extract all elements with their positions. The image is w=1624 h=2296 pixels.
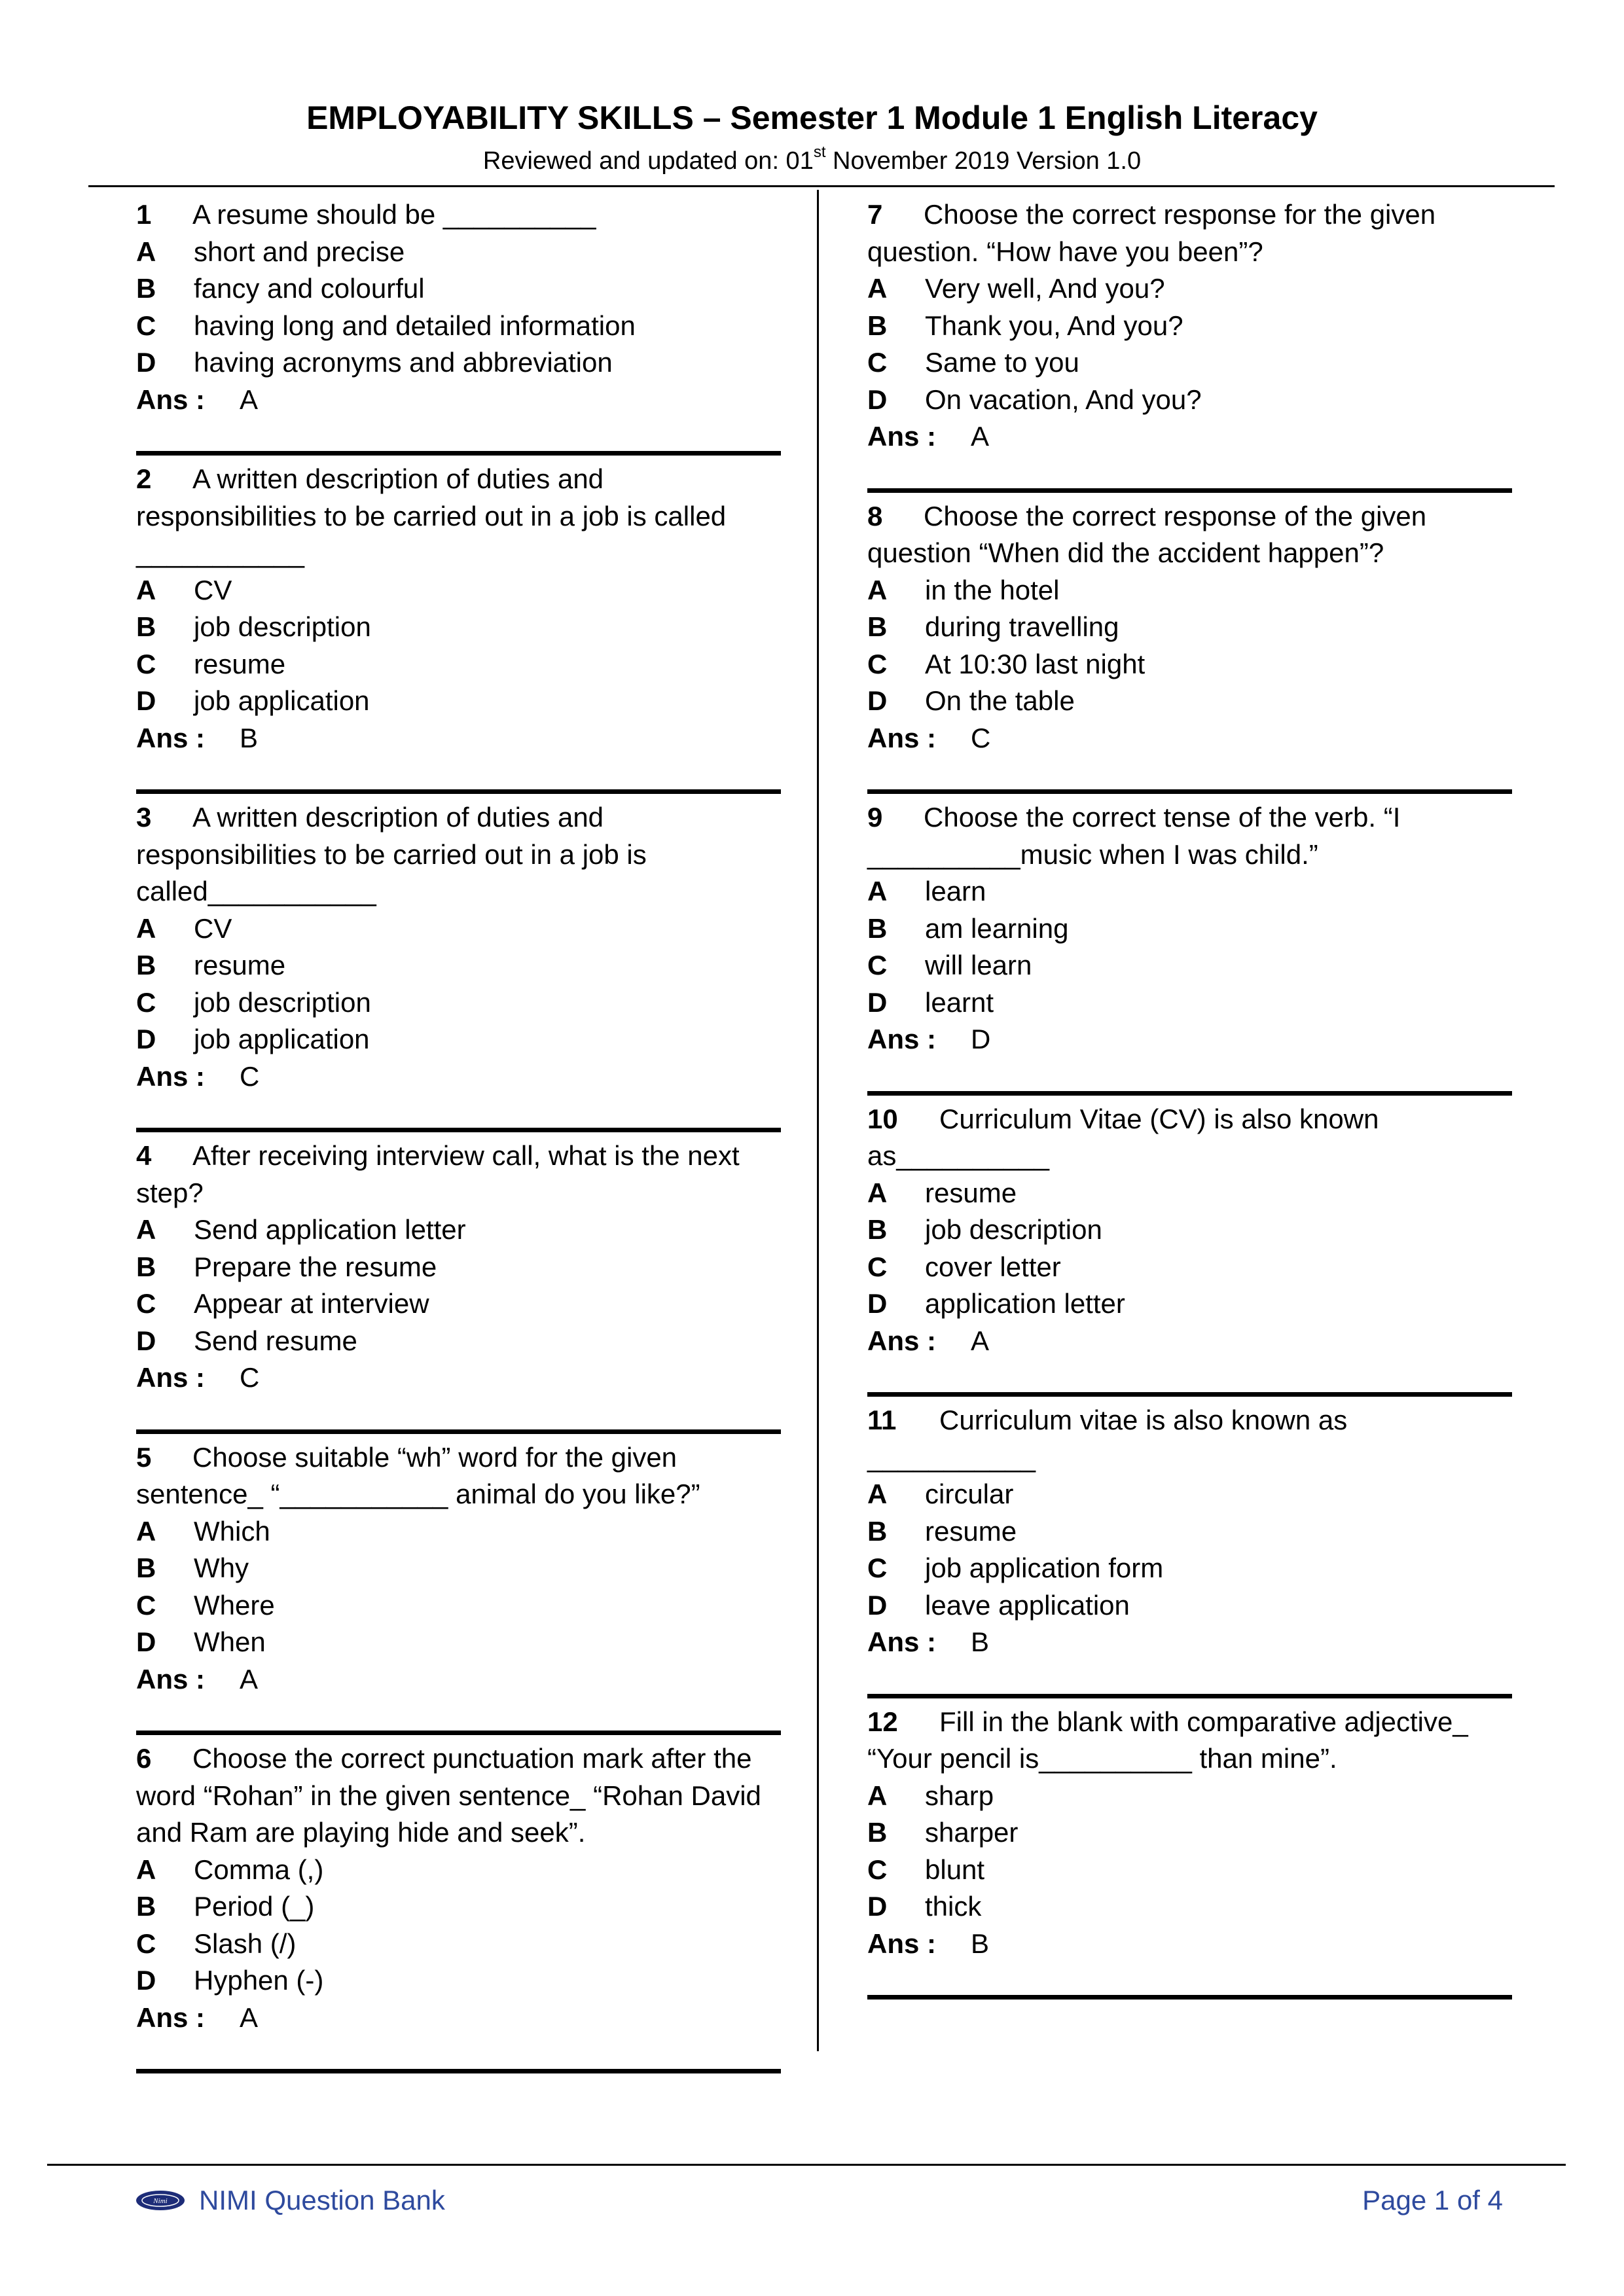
option-text: leave application (925, 1589, 1130, 1621)
question-text: and Ram are playing hide and seek”. (136, 1817, 586, 1848)
option-text: When (194, 1626, 266, 1657)
option-row (136, 1852, 781, 1889)
question-line-continued (136, 1814, 781, 1852)
option-row (867, 683, 1512, 720)
question-separator (136, 1731, 781, 1735)
question-number: 1 (136, 199, 152, 230)
question-line (136, 1138, 781, 1175)
option-letter: D (136, 1965, 156, 1996)
option-row (867, 609, 1512, 646)
option-text: am learning (925, 912, 1069, 944)
option-letter: A (867, 1177, 888, 1208)
question-separator (136, 2069, 781, 2073)
option-row (867, 1587, 1512, 1624)
question-line (867, 196, 1512, 234)
question-text: A written description of duties and (192, 802, 604, 833)
option-letter: B (136, 611, 156, 642)
answer-label: Ans : (867, 722, 936, 753)
option-row (867, 1814, 1512, 1852)
question-separator (136, 451, 781, 456)
option-letter: B (136, 1891, 156, 1922)
question-line-continued (136, 535, 781, 572)
answer-label: Ans : (136, 2001, 205, 2033)
question-text: ___________ (136, 537, 304, 568)
option-text: job description (194, 986, 371, 1018)
option-row (136, 344, 781, 382)
question-line-continued (867, 836, 1512, 874)
question-text: question. “How have you been”? (867, 236, 1263, 267)
option-text: Comma (,) (194, 1854, 324, 1885)
option-row (867, 1211, 1512, 1249)
answer-row (867, 720, 1512, 757)
answer-row (867, 418, 1512, 456)
option-text: job application (194, 1024, 370, 1054)
option-text: job description (194, 611, 371, 642)
question-text: question “When did the accident happen”? (867, 537, 1384, 568)
option-text: Send application letter (194, 1214, 466, 1245)
option-row (867, 1888, 1512, 1926)
option-letter: D (867, 685, 888, 716)
question-line-continued (136, 1778, 781, 1815)
option-letter: B (867, 912, 888, 944)
answer-value: A (240, 2001, 259, 2033)
option-text: Prepare the resume (194, 1251, 437, 1282)
option-text: Which (194, 1515, 270, 1547)
answer-row (136, 1661, 781, 1698)
question-separator (136, 1429, 781, 1434)
option-row (867, 1550, 1512, 1587)
question-separator (867, 488, 1512, 493)
column-divider (817, 190, 819, 2051)
option-text: Very well, And you? (925, 273, 1165, 304)
answer-value: B (971, 1626, 990, 1657)
option-text: circular (925, 1479, 1014, 1509)
answer-value: C (971, 722, 991, 753)
left-question-column (136, 196, 781, 2079)
question-separator (867, 1694, 1512, 1698)
question-text: Choose the correct response of the given (924, 500, 1427, 531)
question-line-continued (867, 535, 1512, 572)
question-separator (136, 1128, 781, 1132)
option-row (136, 1323, 781, 1360)
option-row (136, 984, 781, 1022)
footer-brand-label: NIMI Question Bank (199, 2185, 445, 2215)
answer-value: C (240, 1362, 260, 1393)
question-block (867, 196, 1512, 493)
question-text: Curriculum vitae is also known as (939, 1405, 1348, 1435)
answer-label: Ans : (136, 384, 205, 415)
answer-row (136, 2000, 781, 2037)
option-text: resume (925, 1515, 1017, 1547)
question-text: A written description of duties and (192, 463, 604, 494)
option-text: in the hotel (925, 574, 1060, 605)
option-letter: B (136, 1552, 156, 1583)
question-line (867, 1402, 1512, 1439)
question-block (867, 1704, 1512, 2000)
option-row (867, 572, 1512, 609)
question-text: sentence_ “___________ animal do you like?” (136, 1479, 700, 1509)
question-text: responsibilities to be carried out in a job is called (136, 500, 727, 531)
question-block (136, 799, 781, 1132)
question-number: 6 (136, 1743, 152, 1774)
option-row (136, 270, 781, 308)
option-row (867, 1778, 1512, 1815)
option-text: job application form (925, 1552, 1164, 1583)
question-line-continued (136, 1476, 781, 1513)
question-number: 11 (867, 1405, 897, 1435)
answer-row (867, 1323, 1512, 1360)
question-text: Curriculum Vitae (CV) is also known (939, 1103, 1379, 1134)
option-text: Same to you (925, 347, 1079, 378)
question-number: 2 (136, 463, 152, 494)
question-number: 12 (867, 1706, 898, 1737)
option-text: Hyphen (-) (194, 1965, 324, 1996)
option-letter: C (867, 950, 888, 980)
question-number: 5 (136, 1441, 152, 1473)
answer-value: A (971, 421, 990, 452)
option-row (136, 1021, 781, 1058)
option-text: during travelling (925, 611, 1119, 642)
question-separator (136, 789, 781, 794)
answer-label: Ans : (136, 1362, 205, 1393)
option-row (136, 683, 781, 720)
option-letter: A (867, 1780, 888, 1811)
question-text: Choose the correct punctuation mark after the (192, 1743, 752, 1774)
option-text: Where (194, 1589, 275, 1621)
revision-info (0, 145, 1624, 177)
footer-brand (136, 2181, 445, 2220)
option-row (867, 270, 1512, 308)
option-row (136, 1962, 781, 2000)
nimi-logo-icon (136, 2191, 185, 2210)
answer-row (136, 1359, 781, 1397)
option-text: job application (194, 685, 370, 716)
option-row (867, 308, 1512, 345)
answer-label: Ans : (867, 1928, 936, 1959)
question-block (867, 799, 1512, 1096)
question-separator (867, 789, 1512, 794)
option-row (136, 646, 781, 683)
option-text: will learn (925, 950, 1032, 980)
question-line-continued (867, 1439, 1512, 1477)
option-text: Why (194, 1552, 249, 1583)
option-text: resume (194, 950, 286, 980)
question-line (136, 1740, 781, 1778)
answer-label: Ans : (867, 1325, 936, 1356)
right-question-column (867, 196, 1512, 2005)
option-row (867, 947, 1512, 984)
option-row (136, 910, 781, 948)
option-letter: C (136, 1288, 156, 1319)
question-number: 3 (136, 802, 152, 833)
option-text: fancy and colourful (194, 273, 425, 304)
option-letter: A (136, 574, 156, 605)
option-text: CV (194, 912, 232, 944)
question-line (867, 498, 1512, 535)
option-letter: C (136, 648, 156, 679)
question-line-continued (136, 498, 781, 535)
question-block (136, 1439, 781, 1736)
question-text: step? (136, 1177, 204, 1208)
option-row (136, 1926, 781, 1963)
question-line-continued (867, 1138, 1512, 1175)
question-line (867, 799, 1512, 836)
option-row (867, 1285, 1512, 1323)
option-text: application letter (925, 1288, 1125, 1319)
answer-label: Ans : (136, 722, 205, 753)
answer-label: Ans : (136, 1663, 205, 1695)
option-text: CV (194, 574, 232, 605)
question-block (136, 1138, 781, 1434)
question-text: “Your pencil is__________ than mine”. (867, 1743, 1337, 1774)
answer-label: Ans : (867, 1626, 936, 1657)
question-block (136, 1740, 781, 2073)
option-text: blunt (925, 1854, 985, 1885)
option-row (867, 646, 1512, 683)
option-row (867, 1476, 1512, 1513)
option-letter: A (867, 273, 888, 304)
answer-row (136, 720, 781, 757)
option-letter: B (136, 950, 156, 980)
answer-value: C (240, 1060, 260, 1092)
question-text: ___________ (867, 1441, 1036, 1473)
option-letter: D (867, 1891, 888, 1922)
answer-row (136, 1058, 781, 1096)
option-letter: D (136, 1024, 156, 1054)
option-row (867, 1249, 1512, 1286)
option-row (136, 609, 781, 646)
option-text: job description (925, 1214, 1102, 1245)
option-row (867, 1852, 1512, 1889)
option-text: On the table (925, 685, 1075, 716)
option-text: Slash (/) (194, 1928, 297, 1959)
option-row (136, 1513, 781, 1551)
option-text: learn (925, 876, 986, 906)
option-row (136, 308, 781, 345)
option-row (136, 1285, 781, 1323)
option-letter: C (867, 347, 888, 378)
option-letter: D (867, 384, 888, 415)
revision-text: Reviewed and updated on: 01 (482, 147, 814, 175)
option-letter: B (867, 1214, 888, 1245)
question-number: 7 (867, 199, 883, 230)
option-letter: B (867, 611, 888, 642)
question-block (867, 498, 1512, 795)
option-letter: A (867, 876, 888, 906)
header-divider (88, 185, 1555, 187)
question-line-continued (867, 234, 1512, 271)
option-letter: D (136, 685, 156, 716)
question-text: __________music when I was child.” (867, 838, 1318, 870)
option-letter: C (867, 1251, 888, 1282)
question-line (867, 1704, 1512, 1741)
question-separator (867, 1392, 1512, 1397)
option-row (867, 873, 1512, 910)
question-text: A resume should be __________ (192, 199, 596, 230)
question-number: 9 (867, 802, 883, 833)
option-letter: D (867, 1288, 888, 1319)
option-letter: B (867, 1817, 888, 1848)
answer-value: A (240, 384, 259, 415)
option-row (136, 947, 781, 984)
question-line (136, 1439, 781, 1477)
question-separator (867, 1091, 1512, 1096)
option-letter: A (136, 1854, 156, 1885)
revision-ordinal: st (813, 143, 826, 162)
option-text: sharper (925, 1817, 1019, 1848)
option-letter: B (867, 1515, 888, 1547)
option-text: At 10:30 last night (925, 648, 1146, 679)
answer-row (136, 382, 781, 419)
question-line-continued (867, 1740, 1512, 1778)
option-text: cover letter (925, 1251, 1061, 1282)
question-line (136, 461, 781, 498)
answer-label: Ans : (867, 1024, 936, 1054)
question-block (867, 1402, 1512, 1698)
answer-value: B (971, 1928, 990, 1959)
option-row (136, 1888, 781, 1926)
question-block (136, 461, 781, 794)
option-row (136, 1211, 781, 1249)
option-text: resume (925, 1177, 1017, 1208)
option-text: short and precise (194, 236, 405, 267)
option-letter: A (867, 1479, 888, 1509)
question-text: Fill in the blank with comparative adjective_ (939, 1706, 1468, 1737)
option-letter: C (136, 310, 156, 341)
answer-row (867, 1021, 1512, 1058)
question-line (136, 799, 781, 836)
question-text: Choose the correct tense of the verb. “I (924, 802, 1401, 833)
question-block (867, 1101, 1512, 1397)
question-text: called___________ (136, 876, 376, 906)
option-text: Period (_) (194, 1891, 315, 1922)
option-row (867, 382, 1512, 419)
option-text: sharp (925, 1780, 994, 1811)
option-letter: C (867, 1552, 888, 1583)
option-row (136, 1249, 781, 1286)
question-text: After receiving interview call, what is the next (192, 1140, 740, 1171)
question-separator (867, 1995, 1512, 2000)
revision-text-end: November 2019 Version 1.0 (825, 147, 1142, 175)
question-text: Choose the correct response for the given (924, 199, 1436, 230)
option-letter: A (136, 912, 156, 944)
question-number: 8 (867, 500, 883, 531)
option-text: thick (925, 1891, 982, 1922)
option-row (867, 1513, 1512, 1551)
question-number: 4 (136, 1140, 152, 1171)
option-letter: C (136, 1589, 156, 1621)
option-letter: B (867, 310, 888, 341)
question-line-continued (136, 836, 781, 874)
option-letter: B (136, 273, 156, 304)
option-text: resume (194, 648, 286, 679)
page-number: Page 1 of 4 (1362, 2185, 1503, 2215)
answer-value: B (240, 722, 259, 753)
svg-text:Nimi: Nimi (153, 2197, 168, 2205)
option-text: Send resume (194, 1325, 357, 1356)
option-letter: C (867, 1854, 888, 1885)
option-letter: A (867, 574, 888, 605)
option-letter: D (136, 347, 156, 378)
option-text: Thank you, And you? (925, 310, 1183, 341)
option-letter: B (136, 1251, 156, 1282)
option-row (136, 234, 781, 271)
question-number: 10 (867, 1103, 898, 1134)
question-text: as__________ (867, 1140, 1049, 1171)
question-line-continued (136, 873, 781, 910)
option-row (867, 910, 1512, 948)
option-row (136, 1587, 781, 1624)
question-text: word “Rohan” in the given sentence_ “Rohan David (136, 1780, 761, 1811)
option-letter: D (136, 1325, 156, 1356)
answer-label: Ans : (867, 421, 936, 452)
answer-label: Ans : (136, 1060, 205, 1092)
question-text: responsibilities to be carried out in a job is (136, 838, 647, 870)
option-letter: C (136, 1928, 156, 1959)
option-text: having long and detailed information (194, 310, 636, 341)
question-block (136, 196, 781, 456)
option-row (867, 1175, 1512, 1212)
option-letter: D (136, 1626, 156, 1657)
option-row (867, 344, 1512, 382)
footer-divider (47, 2164, 1566, 2166)
option-row (867, 984, 1512, 1022)
option-text: On vacation, And you? (925, 384, 1202, 415)
option-letter: D (867, 986, 888, 1018)
option-text: Appear at interview (194, 1288, 429, 1319)
option-row (136, 1550, 781, 1587)
answer-value: A (240, 1663, 259, 1695)
page-title: EMPLOYABILITY SKILLS – Semester 1 Module 1 English Literacy (306, 99, 1318, 136)
answer-value: A (971, 1325, 990, 1356)
answer-row (867, 1624, 1512, 1661)
answer-value: D (971, 1024, 991, 1054)
question-line-continued (136, 1175, 781, 1212)
option-row (136, 1624, 781, 1661)
option-letter: D (867, 1589, 888, 1621)
answer-row (867, 1926, 1512, 1963)
option-row (136, 572, 781, 609)
option-letter: C (867, 648, 888, 679)
question-line (867, 1101, 1512, 1138)
option-letter: A (136, 1515, 156, 1547)
option-letter: C (136, 986, 156, 1018)
option-text: learnt (925, 986, 994, 1018)
question-text: Choose suitable “wh” word for the given (192, 1441, 677, 1473)
option-text: having acronyms and abbreviation (194, 347, 613, 378)
option-letter: A (136, 236, 156, 267)
question-line (136, 196, 781, 234)
option-letter: A (136, 1214, 156, 1245)
